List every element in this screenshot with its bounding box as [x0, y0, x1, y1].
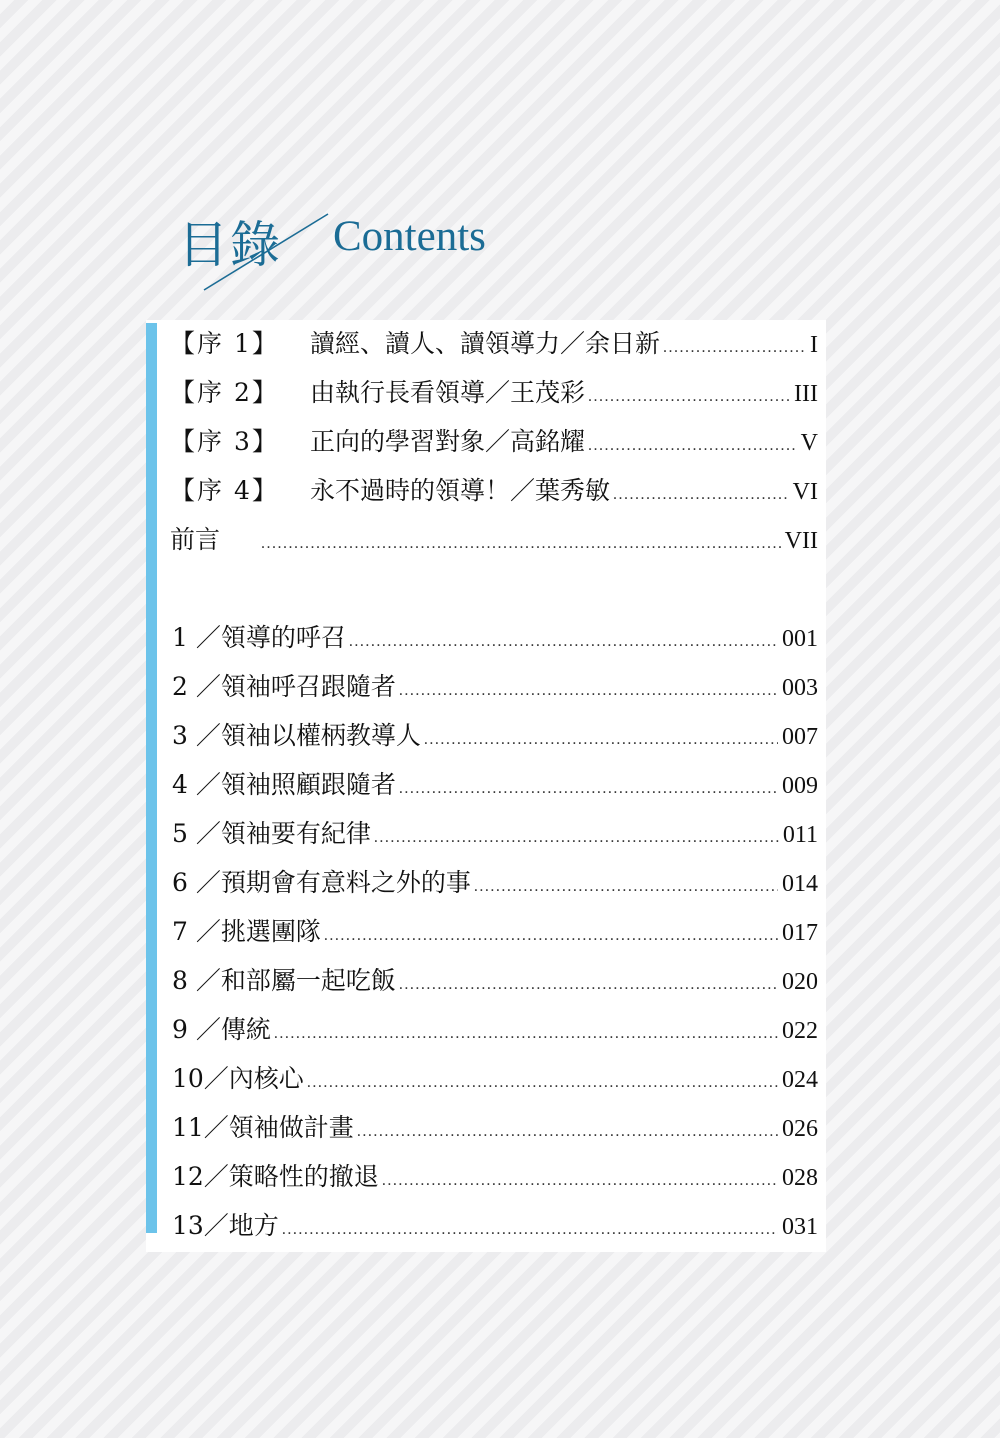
entry-title: 6 ／預期會有意料之外的事: [172, 868, 471, 897]
entry-title: 3 ／領袖以權柄教導人: [172, 721, 421, 750]
page-number: III: [794, 381, 818, 407]
toc-entry-chapter-6[interactable]: [172, 865, 818, 901]
toc-entry-chapter-8[interactable]: [172, 963, 818, 999]
page-number: 007: [782, 724, 818, 750]
dot-leader: [588, 428, 797, 464]
entry-title: 9 ／傳統: [172, 1015, 271, 1044]
toc-entry-preface-4[interactable]: [170, 473, 818, 509]
page-number: 028: [782, 1165, 818, 1191]
dot-leader: [424, 722, 778, 758]
title-slash-decoration: [200, 210, 340, 294]
entry-title: 5 ／領袖要有紀律: [172, 819, 371, 848]
preface-label: 【序 1】: [170, 329, 279, 358]
page-number: 003: [782, 675, 818, 701]
toc-entry-chapter-1[interactable]: [172, 620, 818, 656]
entry-title: 11／領袖做計畫: [172, 1113, 354, 1142]
toc-entry-preface-3[interactable]: [170, 424, 818, 460]
dot-leader: [324, 918, 778, 954]
page-number: I: [810, 332, 818, 358]
entry-title: 8 ／和部屬一起吃飯: [172, 966, 396, 995]
entry-title: 7 ／挑選團隊: [172, 917, 321, 946]
toc-entry-chapter-10[interactable]: [172, 1061, 818, 1097]
page-number: VI: [792, 479, 818, 505]
entry-title: 10／內核心: [172, 1064, 304, 1093]
dot-leader: [307, 1065, 778, 1101]
page-number: 014: [782, 871, 818, 897]
dot-leader: [282, 1212, 778, 1248]
dot-leader: [382, 1163, 778, 1199]
title-chinese: 目錄: [178, 216, 282, 274]
dot-leader: [474, 869, 778, 905]
page-number: 024: [782, 1067, 818, 1093]
toc-entry-chapter-7[interactable]: [172, 914, 818, 950]
dot-leader: [663, 330, 806, 366]
page-number: 031: [782, 1214, 818, 1240]
page-number: VII: [784, 528, 818, 554]
dot-leader: [588, 379, 790, 415]
entry-title: 正向的學習對象／高銘耀: [310, 427, 586, 456]
preface-label: 【序 3】: [170, 427, 279, 456]
toc-entry-chapter-4[interactable]: [172, 767, 818, 803]
preface-label: 【序 2】: [170, 378, 279, 407]
toc-entry-chapter-5[interactable]: [172, 816, 818, 852]
entry-title: 由執行長看領導／王茂彩: [310, 378, 586, 407]
dot-leader: [613, 477, 789, 513]
dot-leader: [399, 967, 778, 1003]
page-number: 009: [782, 773, 818, 799]
toc-entry-chapter-3[interactable]: [172, 718, 818, 754]
dot-leader: [374, 820, 779, 856]
dot-leader: [399, 673, 778, 709]
page-number: 001: [782, 626, 818, 652]
entry-title: 4 ／領袖照顧跟隨者: [172, 770, 396, 799]
entry-title: 12／策略性的撤退: [172, 1162, 379, 1191]
foreword-label: 前言: [170, 525, 221, 554]
toc-entry-chapter-9[interactable]: [172, 1012, 818, 1048]
toc-entry-chapter-11[interactable]: [172, 1110, 818, 1146]
page-number: 017: [782, 920, 818, 946]
entry-title: 13／地方: [172, 1211, 279, 1240]
toc-entry-chapter-2[interactable]: [172, 669, 818, 705]
entry-title: 讀經、讀人、讀領導力／余日新: [310, 329, 661, 358]
dot-leader: [261, 526, 781, 562]
page-number: 020: [782, 969, 818, 995]
dot-leader: [274, 1016, 778, 1052]
dot-leader: [349, 624, 778, 660]
entry-title: 1 ／領導的呼召: [172, 623, 346, 652]
entry-title: 永不過時的領導！／葉秀敏: [310, 476, 611, 505]
entry-title: 2 ／領袖呼召跟隨者: [172, 672, 396, 701]
page-number: V: [800, 430, 818, 456]
dot-leader: [399, 771, 778, 807]
title-english: Contents: [333, 213, 486, 260]
page-number: 022: [782, 1018, 818, 1044]
preface-label: 【序 4】: [170, 476, 279, 505]
toc-entry-chapter-12[interactable]: [172, 1159, 818, 1195]
toc-entry-chapter-13[interactable]: [172, 1208, 818, 1244]
page-number: 011: [782, 822, 818, 848]
toc-entry-foreword[interactable]: [170, 522, 818, 558]
accent-bar: [146, 323, 157, 1233]
page-number: 026: [782, 1116, 818, 1142]
dot-leader: [357, 1114, 778, 1150]
toc-entry-preface-2[interactable]: [170, 375, 818, 411]
toc-entry-preface-1[interactable]: [170, 326, 818, 362]
